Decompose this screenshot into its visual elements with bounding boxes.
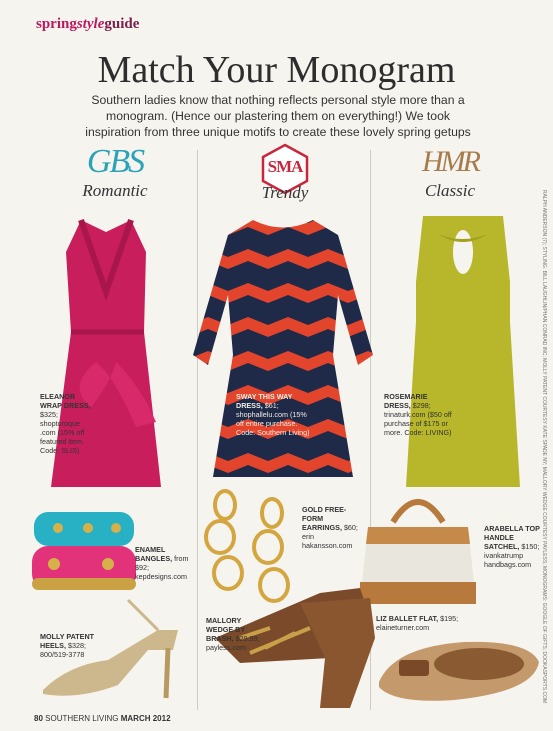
- mallory-desc: $29.99; payless.com: [206, 634, 260, 652]
- gold-desc: $60; erin hakansson.com: [302, 523, 358, 550]
- rosemarie-desc: $298; trinaturk.com ($50 off purchase of $175 or more. Code: LIVING): [384, 401, 452, 437]
- trendy-heading: [225, 143, 345, 202]
- liz-name: LIZ BALLET FLAT,: [376, 614, 439, 623]
- enamel-bangles-image: [28, 506, 138, 601]
- arabella-name: ARABELLA TOP HANDLE SATCHEL,: [484, 524, 540, 551]
- molly-name: MOLLY PATENT HEELS,: [40, 632, 95, 650]
- enamel-desc: from $92; kepdesigns.com: [135, 554, 189, 581]
- monogram-hmr: HMR: [422, 145, 478, 178]
- caption-enamel: [135, 545, 193, 581]
- caption-rosemarie: [384, 392, 456, 437]
- kicker-guide: guide: [104, 16, 140, 32]
- style-classic: Classic: [424, 181, 476, 200]
- kicker-style: style: [76, 16, 105, 32]
- chevron-dress-image: [188, 215, 378, 490]
- caption-arabella: [484, 524, 546, 569]
- arabella-desc: $150; ivankatrump handbags.com: [484, 542, 540, 569]
- caption-molly: [40, 632, 104, 659]
- page-footer: [34, 714, 171, 723]
- caption-liz: [376, 614, 476, 632]
- mallory-name: MALLORY WEDGE BY BRASH,: [206, 616, 246, 643]
- molly-desc: $328; 800/519-3778: [40, 641, 86, 659]
- section-kicker: [36, 16, 139, 33]
- liz-desc: $195; elaineturner.com: [376, 614, 459, 632]
- sway-name: SWAY THIS WAY DRESS,: [236, 392, 293, 410]
- issue-date: MARCH 2012: [120, 714, 171, 723]
- sway-desc: $61; shophallelu.com (15% off entire purchase. Code: Southern Living): [236, 401, 310, 437]
- monogram-gbs: GBS: [86, 143, 144, 180]
- enamel-name: ENAMEL BANGLES,: [135, 545, 173, 563]
- ballet-flat-image: [374, 632, 544, 712]
- caption-gold: [302, 505, 360, 550]
- monogram-sma: SMA: [267, 157, 303, 176]
- photo-credits: [539, 190, 547, 710]
- page-title: Match Your Monogram: [97, 49, 456, 91]
- gold-name: GOLD FREE-FORM EARRINGS,: [302, 505, 347, 532]
- magazine-name: SOUTHERN LIVING: [45, 714, 119, 723]
- caption-mallory: [206, 616, 266, 652]
- rosemarie-name: ROSEMARIE DRESS,: [384, 392, 428, 410]
- pink-wrap-dress-image: [36, 212, 176, 502]
- chartreuse-dress-image: [398, 212, 528, 497]
- style-trendy: Trendy: [261, 183, 309, 202]
- kicker-spring: spring: [36, 16, 77, 32]
- caption-eleanor: [40, 392, 96, 455]
- page-number: 80: [34, 714, 43, 723]
- credits-text: RALPH ANDERSON (7); STYLING: BILL LAUGHLIN/PHAN CONRAD INC; MOLLY PATENT COURTESY KATE SPADE NY; MALLORY WEDGE COURTESY PAYLESS; MONOGRAMS: GOOGLE OF GIFTS; DOOKASPORTS.COM: [541, 190, 547, 704]
- romantic-heading: [50, 143, 180, 201]
- caption-sway: [236, 392, 312, 437]
- style-romantic: Romantic: [82, 181, 148, 200]
- classic-heading: [385, 143, 515, 201]
- eleanor-desc: $325; shoptoroque .com (15% off featured item. Code: SLIS): [40, 410, 85, 455]
- eleanor-name: ELEANOR WRAP DRESS,: [40, 392, 91, 410]
- intro-text: Southern ladies know that nothing reflects personal style more than a monogram. (Hence our plastering them on everything!) We took inspiration from three unique motifs to create these lovely spring getups: [85, 93, 471, 139]
